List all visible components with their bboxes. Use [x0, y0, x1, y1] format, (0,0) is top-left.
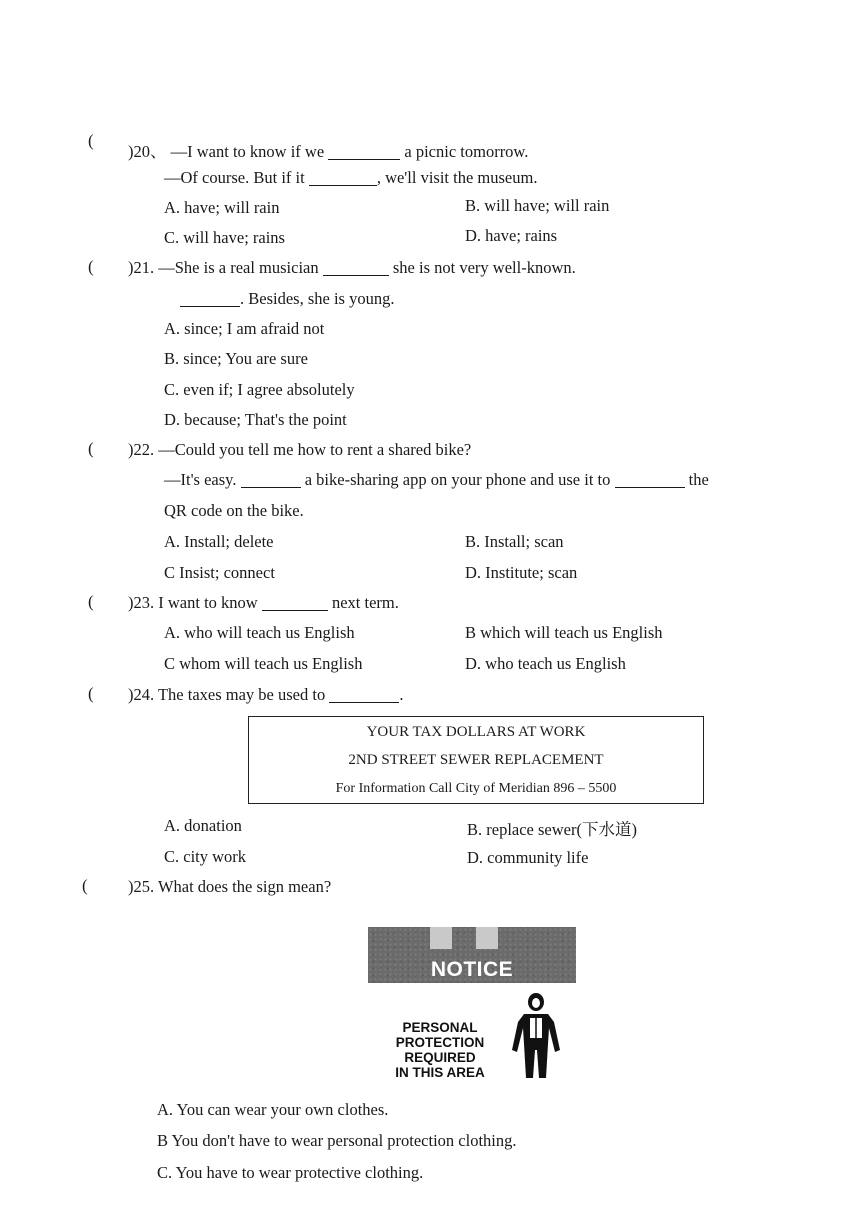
question-stem: )25. What does the sign mean?	[128, 877, 332, 896]
option-c[interactable]: C. You have to wear protective clothing.	[157, 1163, 424, 1182]
option-c[interactable]: C. city work	[164, 847, 247, 866]
question-stem-line: . Besides, she is young.	[180, 289, 394, 309]
answer-blank[interactable]	[328, 143, 400, 161]
answer-paren[interactable]: (	[88, 592, 94, 611]
option-b[interactable]: B. Install; scan	[465, 532, 564, 551]
option-b[interactable]: B. will have; will rain	[465, 196, 610, 215]
sign-line: For Information Call City of Meridian 896 – 5500	[335, 781, 617, 796]
option-b[interactable]: B which will teach us English	[465, 623, 663, 642]
option-b[interactable]: B You don't have to wear personal protection clothing.	[157, 1131, 517, 1150]
answer-blank[interactable]	[262, 594, 328, 612]
answer-paren[interactable]: (	[88, 257, 94, 276]
option-d[interactable]: D. Institute; scan	[465, 563, 578, 582]
option-b[interactable]: B. replace sewer(下水道)	[467, 820, 637, 839]
answer-blank[interactable]	[309, 169, 377, 187]
sign-line: YOUR TAX DOLLARS AT WORK	[366, 724, 586, 740]
answer-blank[interactable]	[241, 471, 301, 489]
notice-title: NOTICE	[430, 958, 514, 981]
option-a[interactable]: A. You can wear your own clothes.	[157, 1100, 389, 1119]
option-b[interactable]: B. since; You are sure	[164, 349, 308, 368]
question-number: )24.	[128, 685, 155, 704]
question-number: )23.	[128, 593, 155, 612]
option-a[interactable]: A. Install; delete	[164, 532, 274, 551]
option-d[interactable]: D. community life	[467, 848, 589, 867]
answer-paren[interactable]: (	[88, 131, 94, 150]
answer-blank[interactable]	[329, 686, 399, 704]
option-c[interactable]: C Insist; connect	[164, 563, 275, 582]
option-a[interactable]: A. who will teach us English	[164, 623, 355, 642]
answer-blank[interactable]	[615, 471, 685, 489]
question-stem: )22. —Could you tell me how to rent a shared bike?	[128, 440, 472, 459]
option-d[interactable]: D. because; That's the point	[164, 410, 347, 429]
question-stem-line: —Of course. But if it , we'll visit the museum.	[164, 168, 538, 187]
option-c[interactable]: C whom will teach us English	[164, 654, 363, 673]
option-a[interactable]: A. have; will rain	[164, 198, 280, 217]
question-stem-line: —It's easy. a bike-sharing app on your phone and use it to the	[164, 470, 709, 489]
option-a[interactable]: A. donation	[164, 816, 242, 835]
answer-paren[interactable]: (	[82, 876, 88, 895]
option-c[interactable]: C. will have; rains	[164, 228, 285, 247]
banner-tab	[476, 927, 498, 949]
protective-suit-icon	[510, 992, 562, 1082]
banner-tab	[430, 927, 452, 949]
option-c[interactable]: C. even if; I agree absolutely	[164, 380, 355, 399]
option-d[interactable]: D. have; rains	[465, 226, 558, 245]
question-number: )20、	[128, 142, 167, 161]
question-stem: )24. The taxes may be used to .	[128, 685, 404, 704]
question-number: )21.	[128, 258, 155, 277]
tax-sign	[248, 716, 704, 804]
option-d[interactable]: D. who teach us English	[465, 654, 626, 673]
answer-paren[interactable]: (	[88, 439, 94, 458]
answer-blank[interactable]	[180, 290, 240, 308]
ppe-sign-text: PERSONAL PROTECTION REQUIRED IN THIS AREA	[395, 1020, 485, 1080]
question-stem: )20、 —I want to know if we a picnic tomorrow.	[128, 142, 529, 161]
answer-blank[interactable]	[323, 259, 389, 277]
question-stem: )23. I want to know next term.	[128, 593, 399, 612]
sign-line: 2ND STREET SEWER REPLACEMENT	[348, 752, 604, 768]
question-stem: )21. —She is a real musician she is not very well-known.	[128, 258, 576, 277]
question-number: )22.	[128, 440, 155, 459]
question-number: )25.	[128, 877, 155, 896]
notice-banner	[368, 927, 576, 983]
option-a[interactable]: A. since; I am afraid not	[164, 319, 325, 338]
answer-paren[interactable]: (	[88, 684, 94, 703]
question-stem-line: QR code on the bike.	[164, 501, 304, 520]
